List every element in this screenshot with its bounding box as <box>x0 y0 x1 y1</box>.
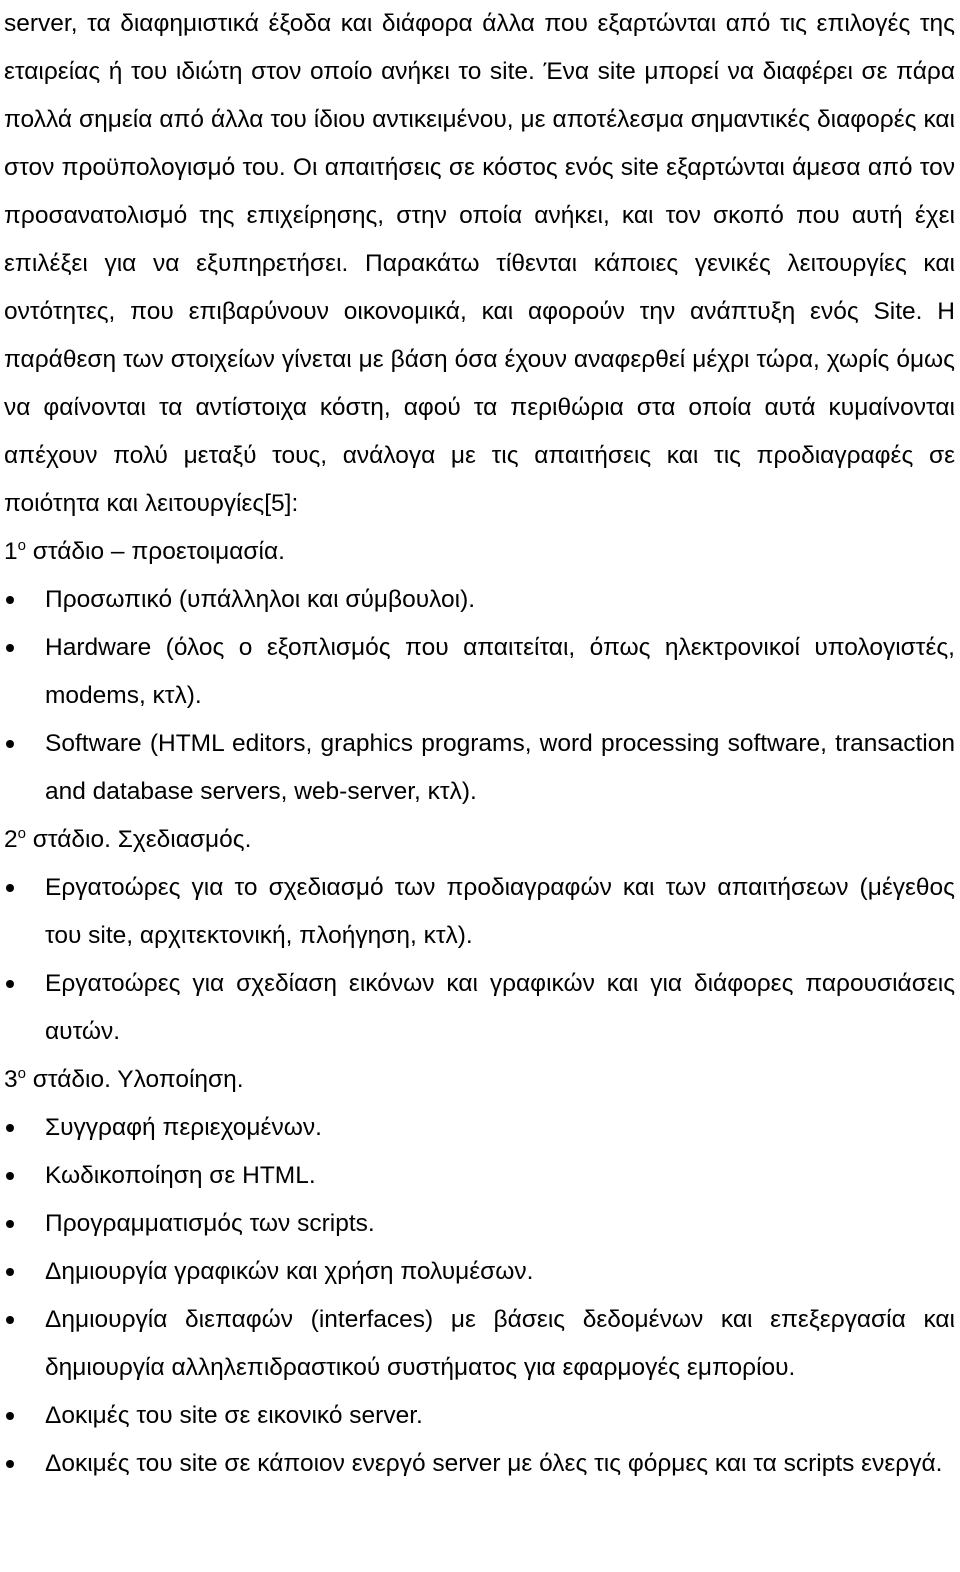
bullet-icon <box>6 1460 14 1468</box>
stage-3-list <box>4 1104 955 1488</box>
bullet-icon <box>6 1316 14 1324</box>
bullet-icon <box>6 1220 14 1228</box>
intro-paragraph: server, τα διαφημιστικά έξοδα και διάφορα άλλα που εξαρτώνται από τις επιλογές της εταιρείας ή του ιδιώτη στον οποίο ανήκει το site. Ένα site μπορεί να διαφέρει σε πάρα πολλά σημεία από άλλα του ίδιου αντικειμένου, με αποτέλεσμα σημαντικές διαφορές και στον προϋπολογισμό του. Οι απαιτήσεις σε κόστος ενός site εξαρτώνται άμεσα από τον προσανατολισμό της επιχείρησης, στην οποία ανήκει, και τον σκοπό που αυτή έχει επιλέξει για να εξυπηρετήσει. Παρακάτω τίθενται κάποιες γενικές λειτουργίες και οντότητες, που επιβαρύνουν οικονομικά, και αφορούν την ανάπτυξη ενός Site. Η παράθεση των στοιχείων γίνεται με βάση όσα έχουν αναφερθεί μέχρι τώρα, χωρίς όμως να φαίνονται τα αντίστοιχα κόστη, αφού τα περιθώρια στα οποία αυτά κυμαίνονται απέχουν πολύ μεταξύ τους, ανάλογα με τις απαιτήσεις και τις προδιαγραφές σε ποιότητα και λειτουργίες[5]: <box>4 10 955 517</box>
stage-1-heading <box>4 528 955 576</box>
bullet-icon <box>6 884 14 892</box>
stage-1-number: 1 <box>4 538 18 565</box>
bullet-icon <box>6 596 14 604</box>
bullet-icon <box>6 740 14 748</box>
list-item: Προγραμματισμός των scripts. <box>4 1200 955 1248</box>
stage-3-title: στάδιο. Υλοποίηση. <box>32 1066 244 1093</box>
stage-2-title: στάδιο. Σχεδιασμός. <box>32 826 252 853</box>
stage-3-heading <box>4 1056 955 1104</box>
bullet-icon <box>6 1124 14 1132</box>
list-item: Δοκιμές του site σε κάποιον ενεργό server με όλες τις φόρμες και τα scripts ενεργά. <box>4 1440 955 1488</box>
stage-2-number: 2 <box>4 826 18 853</box>
list-item: Εργατοώρες για το σχεδιασμό των προδιαγραφών και των απαιτήσεων (μέγεθος του site, αρχιτεκτονική, πλοήγηση, κτλ). <box>4 864 955 960</box>
stage-1-list <box>4 576 955 816</box>
list-item: Δημιουργία γραφικών και χρήση πολυμέσων. <box>4 1248 955 1296</box>
list-item: Δοκιμές του site σε εικονικό server. <box>4 1392 955 1440</box>
list-item: Προσωπικό (υπάλληλοι και σύμβουλοι). <box>4 576 955 624</box>
list-item: Δημιουργία διεπαφών (interfaces) με βάσεις δεδομένων και επεξεργασία και δημιουργία αλληλεπιδραστικού συστήματος για εφαρμογές εμπορίου. <box>4 1296 955 1392</box>
bullet-icon <box>6 980 14 988</box>
stage-3-superscript: ο <box>17 1065 26 1082</box>
stage-2-list <box>4 864 955 1056</box>
bullet-icon <box>6 1268 14 1276</box>
document-page <box>4 0 955 1488</box>
bullet-icon <box>6 644 14 652</box>
list-item: Software (HTML editors, graphics programs, word processing software, transaction and database servers, web-server, κτλ). <box>4 720 955 816</box>
list-item: Hardware (όλος ο εξοπλισμός που απαιτείται, όπως ηλεκτρονικοί υπολογιστές, modems, κτλ). <box>4 624 955 720</box>
list-item: Συγγραφή περιεχομένων. <box>4 1104 955 1152</box>
stage-3-number: 3 <box>4 1066 18 1093</box>
list-item: Εργατοώρες για σχεδίαση εικόνων και γραφικών και για διάφορες παρουσιάσεις αυτών. <box>4 960 955 1056</box>
stage-2-heading <box>4 816 955 864</box>
list-item: Κωδικοποίηση σε HTML. <box>4 1152 955 1200</box>
stage-1-title: στάδιο – προετοιμασία. <box>32 538 285 565</box>
stage-1-superscript: ο <box>17 537 26 554</box>
stage-2-superscript: ο <box>17 825 26 842</box>
bullet-icon <box>6 1172 14 1180</box>
bullet-icon <box>6 1412 14 1420</box>
